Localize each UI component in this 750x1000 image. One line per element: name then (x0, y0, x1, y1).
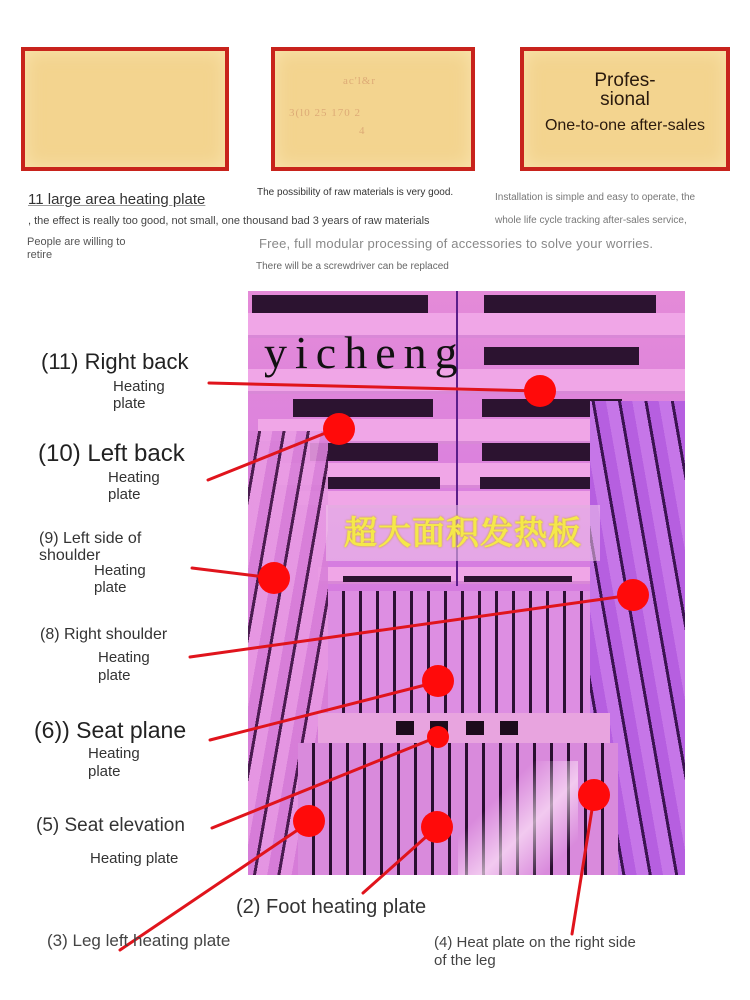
ceiling-slat (298, 491, 628, 505)
marker-8-right-shoulder (617, 579, 649, 611)
heating-plate-panel (252, 295, 428, 313)
label-11-sub (113, 378, 165, 412)
label-10-title: (10) Left back (38, 440, 185, 467)
label-5-sub: Heating plate (90, 850, 179, 867)
faint-text: ac'l&r (343, 75, 377, 87)
marker-10-left-back (323, 413, 355, 445)
label-sub-line: plate (108, 486, 141, 503)
seat-heater-gap (466, 721, 484, 735)
feature-card-heating-plate (21, 47, 229, 171)
faint-text: 3(l0 25 170 2 (289, 107, 361, 119)
marker-9-left-shoulder (258, 562, 290, 594)
caption-text: People are willing to (27, 236, 126, 248)
label-title-line: (4) Heat plate on the right side (434, 934, 636, 951)
caption-heading: 11 large area heating plate (28, 191, 206, 208)
heating-plate-panel (343, 576, 451, 582)
feature-card-raw-materials (271, 47, 475, 171)
heating-plate-panel (464, 576, 572, 582)
card-title (524, 71, 726, 109)
label-sub-line: plate (113, 395, 146, 412)
bench-seat (318, 713, 610, 743)
label-sub-line: Heating (94, 562, 146, 579)
feature-card-after-sales (520, 47, 730, 171)
label-4-title (434, 934, 636, 970)
marker-11-right-back (524, 375, 556, 407)
label-10-sub (108, 469, 160, 503)
heating-plate-panel (322, 477, 440, 489)
label-6-sub (88, 745, 140, 781)
seat-heater-gap (500, 721, 518, 735)
back-wall-slats (328, 591, 590, 721)
label-sub-line: plate (88, 763, 121, 780)
caption-text: whole life cycle tracking after-sales service, (495, 215, 687, 226)
label-5-title: (5) Seat elevation (36, 815, 185, 836)
heating-plate-panel (484, 295, 656, 313)
marker-4-leg-right (578, 779, 610, 811)
label-9-sub (94, 562, 146, 596)
promo-banner: 超大面积发热板 (326, 505, 600, 561)
label-sub-line: Heating (98, 649, 150, 666)
label-8-title: (8) Right shoulder (40, 626, 168, 643)
marker-3-leg-left (293, 805, 325, 837)
label-title-line: shoulder (39, 547, 101, 564)
caption-text: , the effect is really too good, not small, one thousand bad 3 years of raw materials (28, 215, 430, 227)
card-subtitle: One-to-one after-sales (544, 117, 706, 134)
seat-heater-gap (396, 721, 414, 735)
light-reflection (458, 761, 578, 875)
label-sub-line: plate (94, 579, 127, 596)
card-title-line: sional (600, 89, 650, 110)
marker-5-seat-elevation (427, 726, 449, 748)
heating-plate-panel (293, 399, 433, 417)
label-title-line: of the leg (434, 952, 496, 969)
label-8-sub (98, 649, 150, 685)
caption-text: There will be a screwdriver can be replaced (256, 261, 449, 272)
label-sub-line: plate (98, 667, 131, 684)
label-sub-line: Heating (108, 469, 160, 486)
caption-text: The possibility of raw materials is very good. (257, 187, 454, 198)
caption-large-text: Free, full modular processing of accessories to solve your worries. (259, 236, 654, 251)
card-title-line: Profes- (594, 70, 656, 91)
faint-text: 4 (359, 125, 366, 137)
marker-6-seat-plane (422, 665, 454, 697)
label-sub-line: Heating (113, 378, 165, 395)
brand-watermark: yicheng (264, 327, 466, 378)
caption-text: Installation is simple and easy to operate, the (495, 192, 696, 203)
heating-plate-panel (480, 477, 595, 489)
label-title-line: (9) Left side of (39, 530, 142, 547)
heating-plate-panel (310, 443, 438, 461)
label-11-title: (11) Right back (41, 349, 189, 374)
marker-2-foot (421, 811, 453, 843)
label-2-title: (2) Foot heating plate (236, 896, 427, 918)
label-sub-line: Heating (88, 745, 140, 762)
caption-text: retire (27, 249, 53, 261)
heating-plate-panel (484, 347, 639, 365)
label-6-title: (6)) Seat plane (34, 717, 187, 743)
label-9-title (39, 530, 141, 564)
label-3-title: (3) Leg left heating plate (47, 931, 231, 950)
